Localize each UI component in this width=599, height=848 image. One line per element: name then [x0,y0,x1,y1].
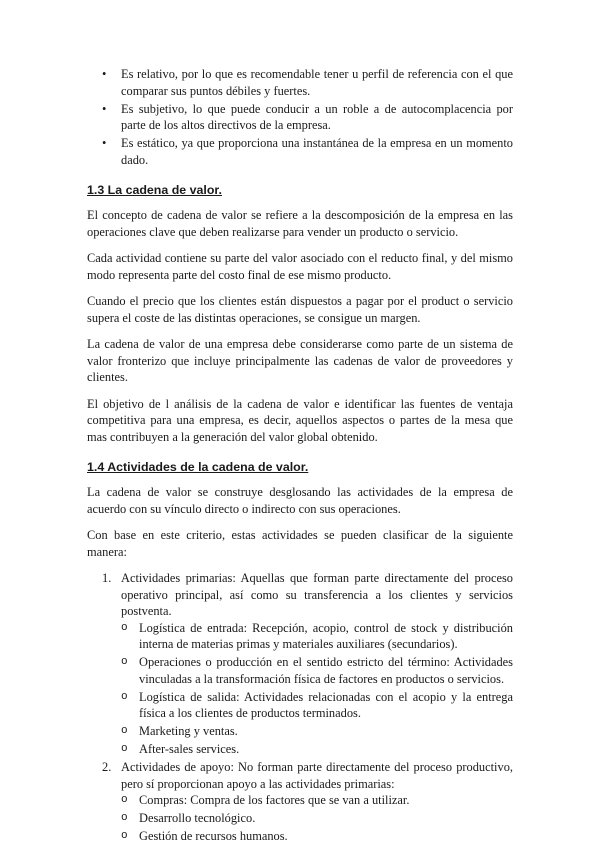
sub-list-item: o Logística de entrada: Recepción, acopio, control de stock y distribución interna de materias primas y materiales auxiliares (secundarios). [121,620,513,653]
sub-list-item: o Desarrollo tecnológico. [121,810,513,827]
list-item-support-activities [87,759,513,845]
section-heading-1-3: 1.3 La cadena de valor. [87,183,222,197]
list-item-primary-activities [87,570,513,758]
bullet-item: • Es subjetivo, lo que puede conducir a un roble a de autocomplacencia por parte de los altos directivos de la empresa. [87,101,513,134]
bullet-item: • Es estático, ya que proporciona una instantánea de la empresa en un momento dado. [87,135,513,168]
section-heading-1-4: 1.4 Actividades de la cadena de valor. [87,460,309,474]
sub-list-item: o Compras: Compra de los factores que se van a utilizar. [121,792,513,809]
paragraph: Con base en este criterio, estas actividades se pueden clasificar de la siguiente manera: [87,528,513,559]
intro-bullet-list [87,66,513,168]
list-item-text: Actividades de apoyo: No forman parte directamente del proceso productivo, pero sí proporcionan apoyo a las actividades primarias: [121,760,513,791]
sub-list-item: o Marketing y ventas. [121,723,513,740]
bullet-item: • Es relativo, por lo que es recomendable tener u perfil de referencia con el que comparar sus puntos débiles y fuertes. [87,66,513,99]
paragraph: La cadena de valor de una empresa debe considerarse como parte de un sistema de valor fronterizo que incluye principalmente las cadenas de valor de proveedores y clientes. [87,337,513,384]
sub-list-item: o Logística de salida: Actividades relacionadas con el acopio y la entrega física a los clientes de productos terminados. [121,689,513,722]
list-item-text: Actividades primarias: Aquellas que forman parte directamente del proceso operativo principal, así como su transferencia a los clientes y servicios postventa. [121,571,513,618]
activities-numbered-list [87,570,513,845]
sub-list [121,620,513,758]
list-number: 1. [102,571,112,585]
paragraph: Cuando el precio que los clientes están dispuestos a pagar por el product o servicio supera el coste de las distintas operaciones, se consigue un margen. [87,294,513,325]
paragraph: El concepto de cadena de valor se refiere a la descomposición de la empresa en las operaciones clave que deben realizarse para vender un producto o servicio. [87,208,513,239]
paragraph: La cadena de valor se construye desglosando las actividades de la empresa de acuerdo con su vínculo directo o indirecto con sus operaciones. [87,485,513,516]
sub-list-item: o Gestión de recursos humanos. [121,828,513,845]
paragraph: El objetivo de l análisis de la cadena de valor e identificar las fuentes de ventaja competitiva para una empresa, es decir, aquellos aspectos o partes de la mesa que mas contribuyen a la generación del valor global obtenido. [87,396,513,444]
sub-list-item: o After-sales services. [121,741,513,758]
paragraph: Cada actividad contiene su parte del valor asociado con el reducto final, y del mismo modo representa parte del costo final de ese mismo producto. [87,251,513,282]
sub-list-item: o Operaciones o producción en el sentido estricto del término: Actividades vinculadas a la transformación física de factores en productos o servicios. [121,654,513,687]
sub-list [121,792,513,845]
list-number: 2. [102,760,112,774]
